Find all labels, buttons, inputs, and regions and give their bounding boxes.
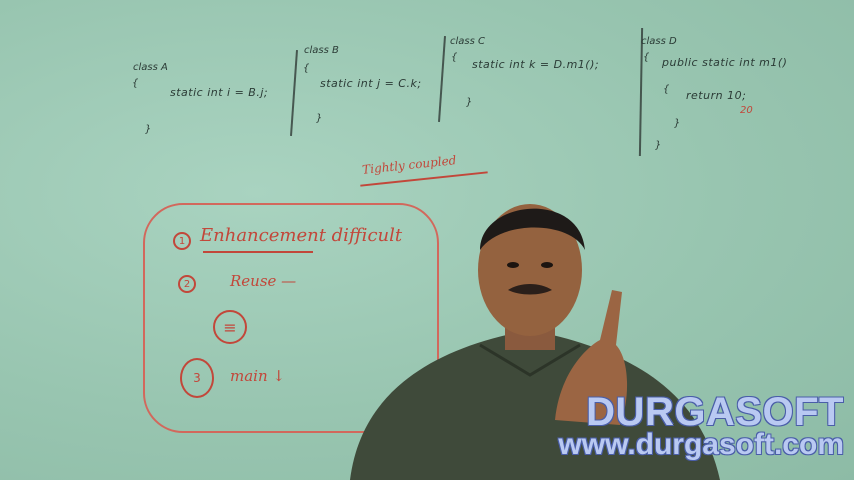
class-a-header: class A — [133, 62, 168, 73]
durgasoft-url: www.durgasoft.com — [558, 428, 844, 461]
class-d-method-close: } — [674, 118, 681, 129]
class-d-correction: 20 — [740, 105, 753, 116]
tightly-coupled-heading: Tightly coupled — [361, 153, 457, 177]
class-a-open-brace: { — [132, 78, 139, 89]
class-d-return: return 10; — [686, 89, 747, 102]
point-2-number: 2 — [178, 275, 196, 293]
durgasoft-logo: DURGASOFT — [586, 390, 844, 434]
class-d-method-open: { — [663, 84, 670, 95]
class-b-header: class B — [304, 45, 339, 56]
class-d-method: public static int m1() — [662, 56, 788, 69]
class-a-close-brace: } — [145, 124, 152, 135]
class-d-close-brace: } — [655, 140, 662, 151]
class-c-open-brace: { — [451, 52, 458, 63]
board-divider — [438, 36, 446, 122]
point-3-number: 3 — [180, 358, 214, 398]
point-3-text: main ↓ — [230, 367, 285, 385]
point-1-number: 1 — [173, 232, 191, 250]
point-sub-symbol: ≡ — [213, 310, 247, 344]
class-b-close-brace: } — [316, 113, 323, 124]
board-divider — [290, 50, 298, 136]
class-d-header: class D — [641, 36, 677, 47]
presenter-eye-left — [507, 262, 519, 268]
class-b-open-brace: { — [303, 63, 310, 74]
point-1-underline — [203, 251, 313, 253]
class-c-close-brace: } — [466, 97, 473, 108]
presenter-eye-right — [541, 262, 553, 268]
class-a-body: static int i = B.j; — [170, 86, 269, 99]
class-c-body: static int k = D.m1(); — [472, 58, 600, 71]
class-d-open-brace: { — [643, 52, 650, 63]
class-b-body: static int j = C.k; — [320, 77, 422, 90]
board-divider — [639, 28, 643, 156]
point-2-text: Reuse — — [230, 272, 297, 290]
class-c-header: class C — [450, 36, 485, 47]
point-1-text: Enhancement difficult — [200, 225, 403, 246]
